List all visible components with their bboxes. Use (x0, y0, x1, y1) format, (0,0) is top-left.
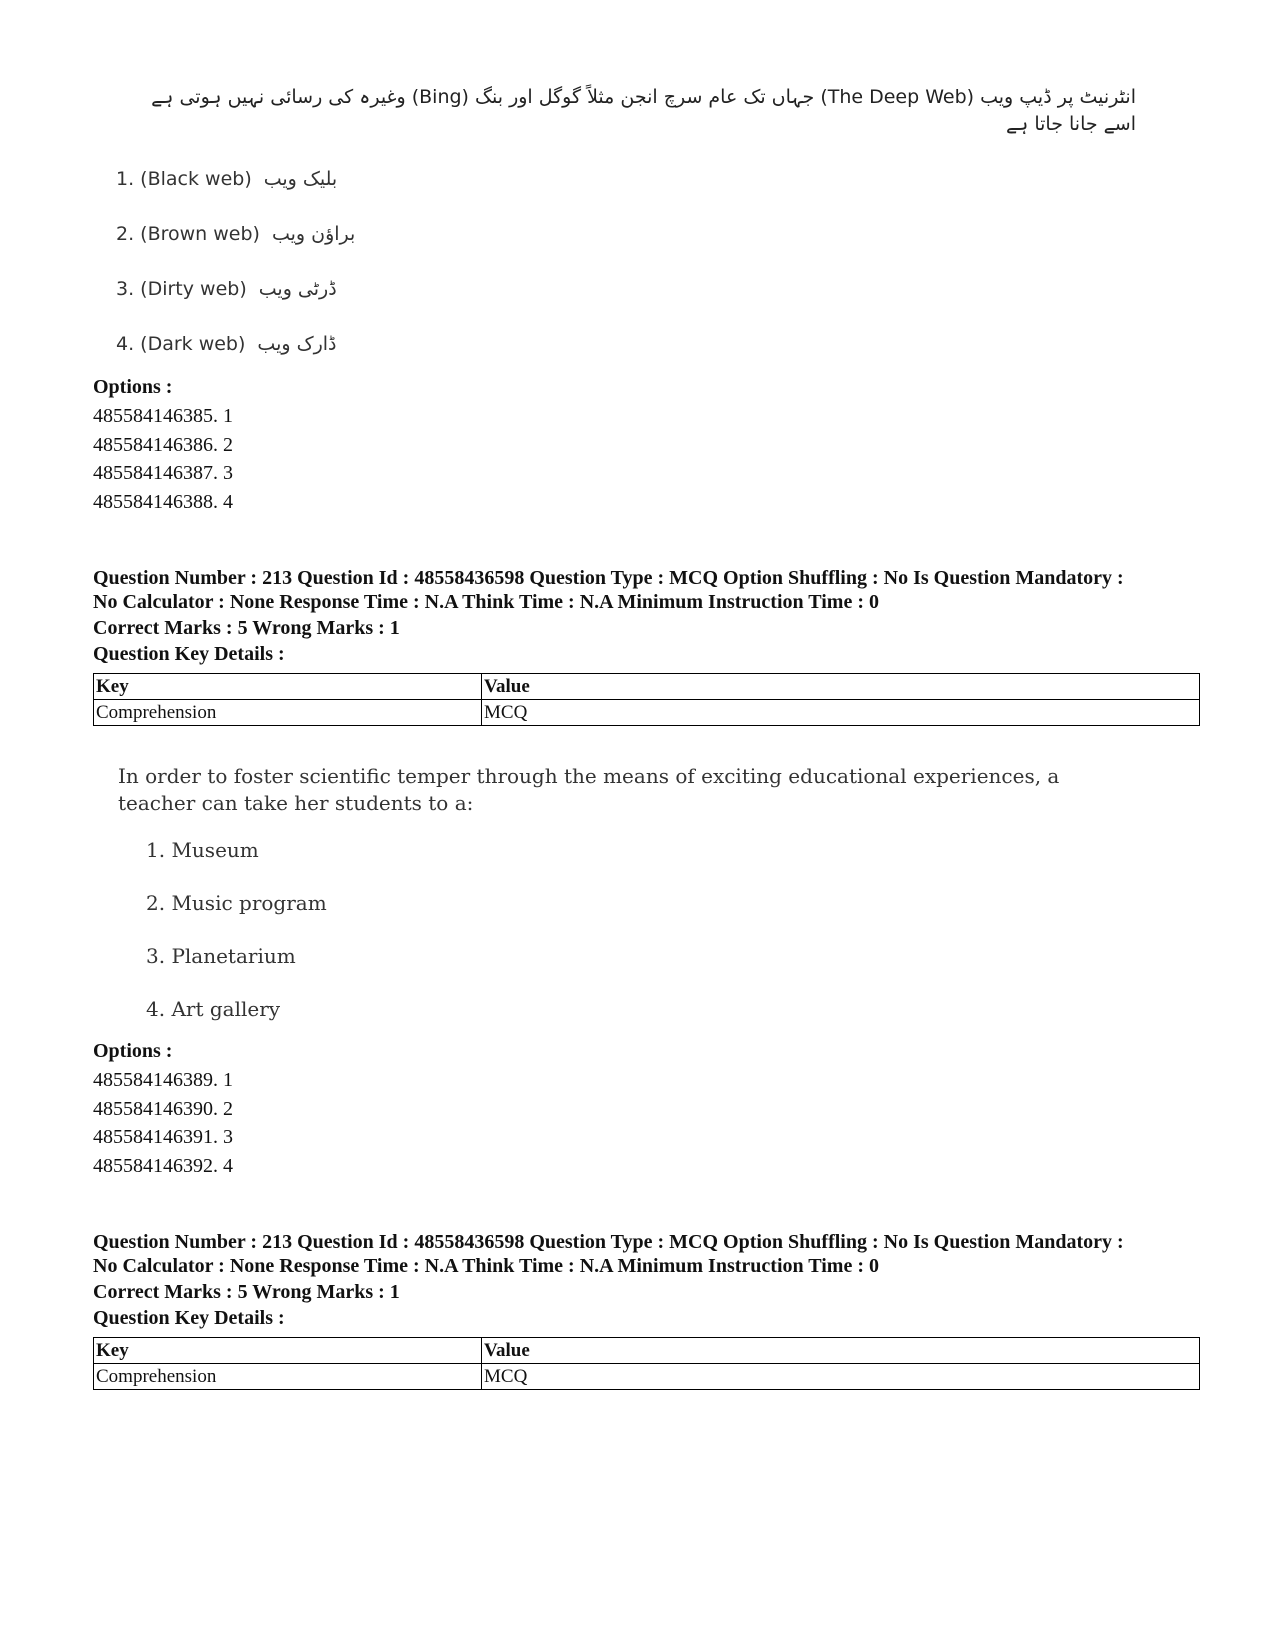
option-id: 485584146385. 1 (93, 405, 233, 427)
question-key-heading: Question Key Details : (93, 1307, 285, 1329)
question-option: 1. Museum (146, 838, 259, 862)
question-option (116, 223, 716, 278)
options-heading: Options : (93, 376, 173, 398)
question-meta-line: No Calculator : None Response Time : N.A Think Time : N.A Minimum Instruction Time : 0 (93, 1255, 879, 1277)
option-id: 485584146389. 1 (93, 1069, 233, 1091)
option-id-list (93, 402, 233, 516)
question-stem: In order to foster scientific temper through the means of exciting educational experiences, a teacher can take her students to a: (118, 764, 1060, 815)
table-header-row (94, 1338, 1200, 1364)
option-label: 3. (Dirty web) (116, 278, 247, 300)
options-heading: Options : (93, 1040, 173, 1062)
table-header-row (94, 674, 1200, 700)
question-option (116, 168, 716, 223)
option-label: 1. (Black web) (116, 168, 252, 190)
option-urdu-text: براؤن ویب (271, 223, 356, 245)
question-key-table (93, 1337, 1200, 1390)
table-header-key: Key (94, 674, 482, 700)
table-cell-key: Comprehension (94, 1364, 482, 1390)
table-cell-value: MCQ (482, 700, 1200, 726)
option-label: 4. (Dark web) (116, 333, 246, 355)
question-option: 4. Art gallery (146, 997, 281, 1021)
question-marks: Correct Marks : 5 Wrong Marks : 1 (93, 1281, 400, 1303)
table-cell-value: MCQ (482, 1364, 1200, 1390)
table-row (94, 1364, 1200, 1390)
question-meta (93, 566, 1203, 614)
question-option (116, 333, 716, 388)
question-marks: Correct Marks : 5 Wrong Marks : 1 (93, 617, 400, 639)
question-option: 3. Planetarium (146, 944, 296, 968)
option-urdu-text: ڈرٹی ویب (258, 278, 337, 300)
table-header-value: Value (482, 1338, 1200, 1364)
question-options-list (146, 838, 327, 1050)
question-option (116, 278, 716, 333)
table-header-value: Value (482, 674, 1200, 700)
question-key-heading: Question Key Details : (93, 643, 285, 665)
option-id: 485584146387. 3 (93, 462, 233, 484)
option-id: 485584146388. 4 (93, 490, 233, 513)
table-header-key: Key (94, 1338, 482, 1364)
question-option: 2. Music program (146, 891, 327, 915)
question-key-table (93, 673, 1200, 726)
question-meta-line: No Calculator : None Response Time : N.A Think Time : N.A Minimum Instruction Time : 0 (93, 591, 879, 613)
question-meta-line: Question Number : 213 Question Id : 48558436598 Question Type : MCQ Option Shuffling : No Is Question Mandatory : (93, 1231, 1124, 1253)
question-meta-line: Question Number : 213 Question Id : 48558436598 Question Type : MCQ Option Shuffling : No Is Question Mandatory : (93, 567, 1124, 589)
option-id: 485584146390. 2 (93, 1097, 233, 1120)
table-cell-key: Comprehension (94, 700, 482, 726)
option-label: 2. (Brown web) (116, 223, 260, 245)
option-id: 485584146391. 3 (93, 1126, 233, 1148)
question-meta (93, 1230, 1203, 1278)
option-id-list (93, 1066, 233, 1180)
option-id: 485584146392. 4 (93, 1154, 233, 1177)
question-stem-urdu: انٹرنیٹ پر ڈیپ ویب (The Deep Web) جہاں تک عام سرچ انجن مثلاً گوگل اور بنگ (Bing) وغیرہ کی رسائی نہیں ہوتی ہے اسے جانا جاتا ہے (151, 86, 1136, 135)
option-urdu-text: ڈارک ویب (257, 333, 337, 355)
table-row (94, 700, 1200, 726)
option-urdu-text: بلیک ویب (263, 168, 338, 190)
question-options-list (116, 168, 716, 388)
option-id: 485584146386. 2 (93, 433, 233, 456)
